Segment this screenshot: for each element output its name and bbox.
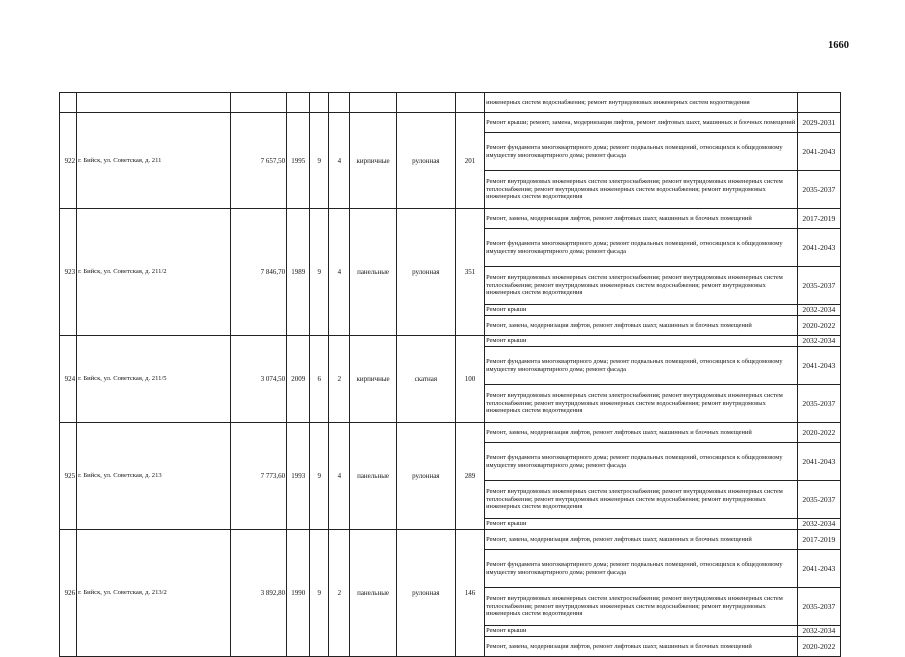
repair-years-cell: 2035-2037 [797,481,840,519]
cell-empty [287,93,310,113]
address-cell: г. Бийск, ул. Советская, д. 211/2 [77,209,231,336]
cell-empty [230,93,286,113]
entrances-cell: 4 [329,209,350,336]
area-cell: 7 657,50 [230,113,286,209]
area-cell: 3 074,50 [230,336,286,423]
entrances-cell: 4 [329,423,350,530]
table-row [60,423,841,443]
residents-cell: 289 [455,423,484,530]
repair-years-cell: 2035-2037 [797,385,840,423]
building-number-cell: 924 [60,336,77,423]
repair-work-cell: Ремонт внутридомовых инженерных систем электроснабжения; ремонт внутридомовых инженерных систем теплоснабжения; ремонт внутридомовых инженерных систем водоснабжения; ремонт внутридомовых инженерных систем водоотведения [485,385,798,423]
wall-material-cell: панельные [350,530,396,657]
entrances-cell: 2 [329,530,350,657]
repair-years-cell: 2017-2019 [797,209,840,229]
repair-years-cell: 2041-2043 [797,443,840,481]
floors-cell: 6 [310,336,329,423]
address-cell: г. Бийск, ул. Советская, д. 211/5 [77,336,231,423]
build-year-cell: 1990 [287,530,310,657]
entrances-cell: 4 [329,113,350,209]
table-row [60,113,841,133]
repair-work-cell: Ремонт крыши [485,336,798,347]
cell-empty [350,93,396,113]
building-number-cell: 926 [60,530,77,657]
floors-cell: 9 [310,113,329,209]
repair-years-cell: 2035-2037 [797,588,840,626]
build-year-cell: 2009 [287,336,310,423]
repair-work-cell: Ремонт крыши; ремонт, замена, модернизация лифтов, ремонт лифтовых шахт, машинных и блочных помещений [485,113,798,133]
repair-work-cell: Ремонт внутридомовых инженерных систем электроснабжения; ремонт внутридомовых инженерных систем теплоснабжения; ремонт внутридомовых инженерных систем водоснабжения; ремонт внутридомовых инженерных систем водоотведения [485,588,798,626]
wall-material-cell: панельные [350,209,396,336]
roof-type-cell: рулонная [396,209,455,336]
repair-work-cell: Ремонт внутридомовых инженерных систем электроснабжения; ремонт внутридомовых инженерных систем теплоснабжения; ремонт внутридомовых инженерных систем водоснабжения; ремонт внутридомовых инженерных систем водоотведения [485,171,798,209]
wall-material-cell: кирпичные [350,336,396,423]
table-row-continued [60,93,841,113]
repair-years-cell: 2041-2043 [797,133,840,171]
address-cell: г. Бийск, ул. Советская, д. 213 [77,423,231,530]
repair-years-cell: 2017-2019 [797,530,840,550]
page-number: 1660 [828,40,849,51]
repair-years-cell: 2032-2034 [797,305,840,316]
repair-work-cell: Ремонт фундамента многоквартирного дома; ремонт подвальных помещений, относящихся к общедомовому имуществу многоквартирного дома; ремонт фасада [485,229,798,267]
address-cell: г. Бийск, ул. Советская, д. 213/2 [77,530,231,657]
repair-years-cell: 2020-2022 [797,637,840,657]
repair-work-cell: Ремонт внутридомовых инженерных систем электроснабжения; ремонт внутридомовых инженерных систем теплоснабжения; ремонт внутридомовых инженерных систем водоснабжения; ремонт внутридомовых инженерных систем водоотведения [485,267,798,305]
residents-cell: 146 [455,530,484,657]
area-cell: 7 773,60 [230,423,286,530]
cell-empty [396,93,455,113]
table-row [60,209,841,229]
roof-type-cell: скатная [396,336,455,423]
wall-material-cell: панельные [350,423,396,530]
roof-type-cell: рулонная [396,530,455,657]
build-year-cell: 1989 [287,209,310,336]
residents-cell: 201 [455,113,484,209]
cell-empty [455,93,484,113]
repair-years-cell: 2032-2034 [797,336,840,347]
repair-work-cell: Ремонт, замена, модернизация лифтов, ремонт лифтовых шахт, машинных и блочных помещений [485,530,798,550]
table-body [60,93,841,657]
repair-years-cell: 2020-2022 [797,423,840,443]
repair-years-cell: 2041-2043 [797,229,840,267]
floors-cell: 9 [310,423,329,530]
building-number-cell: 922 [60,113,77,209]
repair-work-cell: Ремонт фундамента многоквартирного дома; ремонт подвальных помещений, относящихся к общедомовому имуществу многоквартирного дома; ремонт фасада [485,550,798,588]
roof-type-cell: рулонная [396,423,455,530]
repair-work-cell: Ремонт фундамента многоквартирного дома; ремонт подвальных помещений, относящихся к общедомовому имуществу многоквартирного дома; ремонт фасада [485,347,798,385]
repair-years-cell: 2020-2022 [797,316,840,336]
roof-type-cell: рулонная [396,113,455,209]
repair-work-cell: Ремонт, замена, модернизация лифтов, ремонт лифтовых шахт, машинных и блочных помещений [485,209,798,229]
repair-years-cell: 2029-2031 [797,113,840,133]
capital-repair-table [59,92,841,657]
building-number-cell: 923 [60,209,77,336]
repair-years-cell: 2035-2037 [797,267,840,305]
repair-work-cell: Ремонт внутридомовых инженерных систем электроснабжения; ремонт внутридомовых инженерных систем теплоснабжения; ремонт внутридомовых инженерных систем водоснабжения; ремонт внутридомовых инженерных систем водоотведения [485,481,798,519]
entrances-cell: 2 [329,336,350,423]
floors-cell: 9 [310,209,329,336]
repair-work-cell: Ремонт крыши [485,519,798,530]
repair-years-cell [797,93,840,113]
repair-work-cell: Ремонт, замена, модернизация лифтов, ремонт лифтовых шахт, машинных и блочных помещений [485,316,798,336]
repair-work-cell: Ремонт фундамента многоквартирного дома; ремонт подвальных помещений, относящихся к общедомовому имуществу многоквартирного дома; ремонт фасада [485,133,798,171]
building-number-cell: 925 [60,423,77,530]
repair-work-cell: Ремонт, замена, модернизация лифтов, ремонт лифтовых шахт, машинных и блочных помещений [485,423,798,443]
build-year-cell: 1993 [287,423,310,530]
repair-years-cell: 2032-2034 [797,626,840,637]
repair-work-cell: инженерных систем водоснабжения; ремонт внутридомовых инженерных систем водоотведения [485,93,798,113]
cell-empty [77,93,231,113]
repair-work-cell: Ремонт крыши [485,626,798,637]
repair-years-cell: 2041-2043 [797,550,840,588]
cell-empty [60,93,77,113]
floors-cell: 9 [310,530,329,657]
repair-years-cell: 2035-2037 [797,171,840,209]
repair-years-cell: 2041-2043 [797,347,840,385]
repair-work-cell: Ремонт, замена, модернизация лифтов, ремонт лифтовых шахт, машинных и блочных помещений [485,637,798,657]
address-cell: г. Бийск, ул. Советская, д. 211 [77,113,231,209]
table-row [60,336,841,347]
residents-cell: 100 [455,336,484,423]
wall-material-cell: кирпичные [350,113,396,209]
repair-work-cell: Ремонт фундамента многоквартирного дома; ремонт подвальных помещений, относящихся к общедомовому имуществу многоквартирного дома; ремонт фасада [485,443,798,481]
repair-years-cell: 2032-2034 [797,519,840,530]
residents-cell: 351 [455,209,484,336]
area-cell: 7 846,70 [230,209,286,336]
table-row [60,530,841,550]
area-cell: 3 892,80 [230,530,286,657]
repair-work-cell: Ремонт крыши [485,305,798,316]
cell-empty [310,93,329,113]
build-year-cell: 1995 [287,113,310,209]
cell-empty [329,93,350,113]
